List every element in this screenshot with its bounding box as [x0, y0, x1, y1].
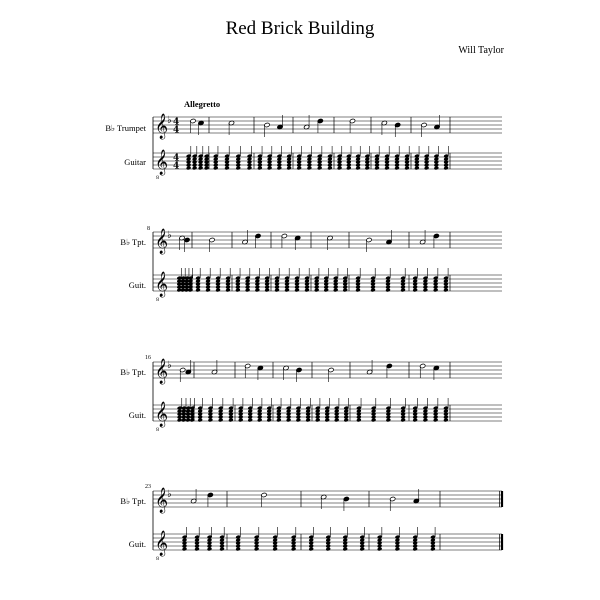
chord-note	[276, 418, 281, 423]
chord-note	[272, 547, 277, 552]
chord-note	[296, 418, 301, 423]
chord-note	[395, 547, 400, 552]
chord-note	[342, 288, 347, 293]
chord-note	[238, 418, 243, 423]
chord-note	[254, 547, 259, 552]
tempo-marking: Allegretto	[184, 99, 221, 109]
chord-note	[198, 166, 203, 171]
chord-note	[430, 547, 435, 552]
instrument-label-guitar: Guit.	[128, 539, 146, 549]
chord-note	[315, 418, 320, 423]
chord-note	[342, 547, 347, 552]
octave-marking: 8	[156, 297, 160, 303]
chord-note	[384, 166, 389, 171]
instrument-label-guitar: Guit.	[128, 410, 146, 420]
time-signature: 4	[173, 153, 180, 164]
chord-note	[274, 288, 279, 293]
score-title: Red Brick Building	[225, 18, 375, 39]
chord-note	[225, 288, 230, 293]
chord-note	[394, 166, 399, 171]
chord-note	[370, 288, 375, 293]
treble-clef-icon: 𝄞	[155, 272, 169, 297]
chord-note	[355, 288, 360, 293]
chord-note	[236, 166, 241, 171]
chord-note	[374, 166, 379, 171]
flat-sign-icon: ♭	[167, 230, 172, 241]
chord-note	[235, 547, 240, 552]
chord-note	[247, 418, 252, 423]
chord-note	[400, 288, 405, 293]
chord-note	[334, 418, 339, 423]
treble-clef-icon: 𝄞	[155, 150, 169, 175]
chord-note	[195, 288, 200, 293]
chord-note	[386, 418, 391, 423]
chord-note	[324, 418, 329, 423]
chord-note	[284, 288, 289, 293]
chord-note	[185, 418, 190, 423]
chord-note	[188, 288, 193, 293]
chord-note	[228, 418, 233, 423]
chord-note	[412, 288, 417, 293]
chord-note	[337, 166, 342, 171]
chord-note	[197, 418, 202, 423]
chord-note	[245, 288, 250, 293]
chord-note	[356, 418, 361, 423]
chord-note	[304, 288, 309, 293]
chord-note	[177, 418, 182, 423]
instrument-label-guitar: Guitar	[124, 157, 146, 167]
chord-note	[286, 166, 291, 171]
chord-note	[377, 547, 382, 552]
chord-note	[443, 288, 448, 293]
chord-note	[423, 288, 428, 293]
measure-number: 8	[147, 226, 150, 232]
chord-note	[414, 166, 419, 171]
chord-note	[307, 166, 312, 171]
chord-note	[333, 288, 338, 293]
chord-note	[355, 166, 360, 171]
chord-note	[296, 166, 301, 171]
treble-clef-icon: 𝄞	[155, 531, 169, 556]
chord-note	[325, 547, 330, 552]
treble-clef-icon: 𝄞	[155, 402, 169, 427]
chord-note	[205, 288, 210, 293]
chord-note	[412, 418, 417, 423]
chord-note	[359, 547, 364, 552]
chord-note	[404, 166, 409, 171]
chord-note	[194, 547, 199, 552]
chord-note	[400, 418, 405, 423]
chord-note	[219, 547, 224, 552]
chord-note	[204, 166, 209, 171]
chord-note	[327, 166, 332, 171]
measure-number: 23	[145, 484, 151, 490]
flat-sign-icon: ♭	[167, 115, 172, 126]
flat-sign-icon: ♭	[167, 360, 172, 371]
chord-note	[317, 166, 322, 171]
chord-note	[423, 418, 428, 423]
chord-note	[257, 166, 262, 171]
treble-clef-icon: 𝄞	[155, 229, 169, 254]
treble-clef-icon: 𝄞	[155, 359, 169, 384]
octave-marking: 8	[156, 427, 160, 433]
flat-sign-icon: ♭	[167, 489, 172, 500]
chord-note	[257, 418, 262, 423]
chord-note	[215, 288, 220, 293]
chord-note	[264, 288, 269, 293]
chord-note	[208, 418, 213, 423]
octave-marking: 8	[156, 175, 160, 181]
chord-note	[424, 166, 429, 171]
instrument-label-trumpet: B♭ Trumpet	[105, 123, 146, 133]
instrument-label-trumpet: B♭ Tpt.	[120, 367, 146, 377]
chord-note	[186, 166, 191, 171]
chord-note	[371, 418, 376, 423]
treble-clef-icon: 𝄞	[155, 488, 169, 513]
chord-note	[305, 418, 310, 423]
composer-name: Will Taylor	[458, 45, 504, 56]
chord-note	[385, 288, 390, 293]
chord-note	[182, 547, 187, 552]
octave-marking: 8	[156, 556, 160, 562]
chord-note	[412, 547, 417, 552]
chord-note	[433, 288, 438, 293]
time-signature: 4	[173, 117, 180, 128]
chord-note	[314, 288, 319, 293]
chord-note	[224, 166, 229, 171]
instrument-label-trumpet: B♭ Tpt.	[120, 237, 146, 247]
chord-note	[255, 288, 260, 293]
chord-note	[434, 166, 439, 171]
time-signature: 4	[173, 125, 180, 136]
chord-note	[346, 166, 351, 171]
treble-clef-icon: 𝄞	[155, 114, 169, 139]
chord-note	[207, 547, 212, 552]
chord-note	[343, 418, 348, 423]
chord-note	[213, 166, 218, 171]
chord-note	[181, 418, 186, 423]
chord-note	[365, 166, 370, 171]
instrument-label-guitar: Guit.	[128, 280, 146, 290]
instrument-label-trumpet: B♭ Tpt.	[120, 496, 146, 506]
chord-note	[277, 166, 282, 171]
chord-note	[291, 547, 296, 552]
chord-note	[443, 166, 448, 171]
chord-note	[443, 418, 448, 423]
chord-note	[266, 418, 271, 423]
chord-note	[294, 288, 299, 293]
chord-note	[218, 418, 223, 423]
chord-note	[247, 166, 252, 171]
chord-note	[323, 288, 328, 293]
chord-note	[235, 288, 240, 293]
chord-note	[267, 166, 272, 171]
measure-number: 16	[145, 355, 151, 361]
chord-note	[308, 547, 313, 552]
time-signature: 4	[173, 161, 180, 172]
chord-note	[433, 418, 438, 423]
chord-note	[286, 418, 291, 423]
chord-note	[192, 166, 197, 171]
